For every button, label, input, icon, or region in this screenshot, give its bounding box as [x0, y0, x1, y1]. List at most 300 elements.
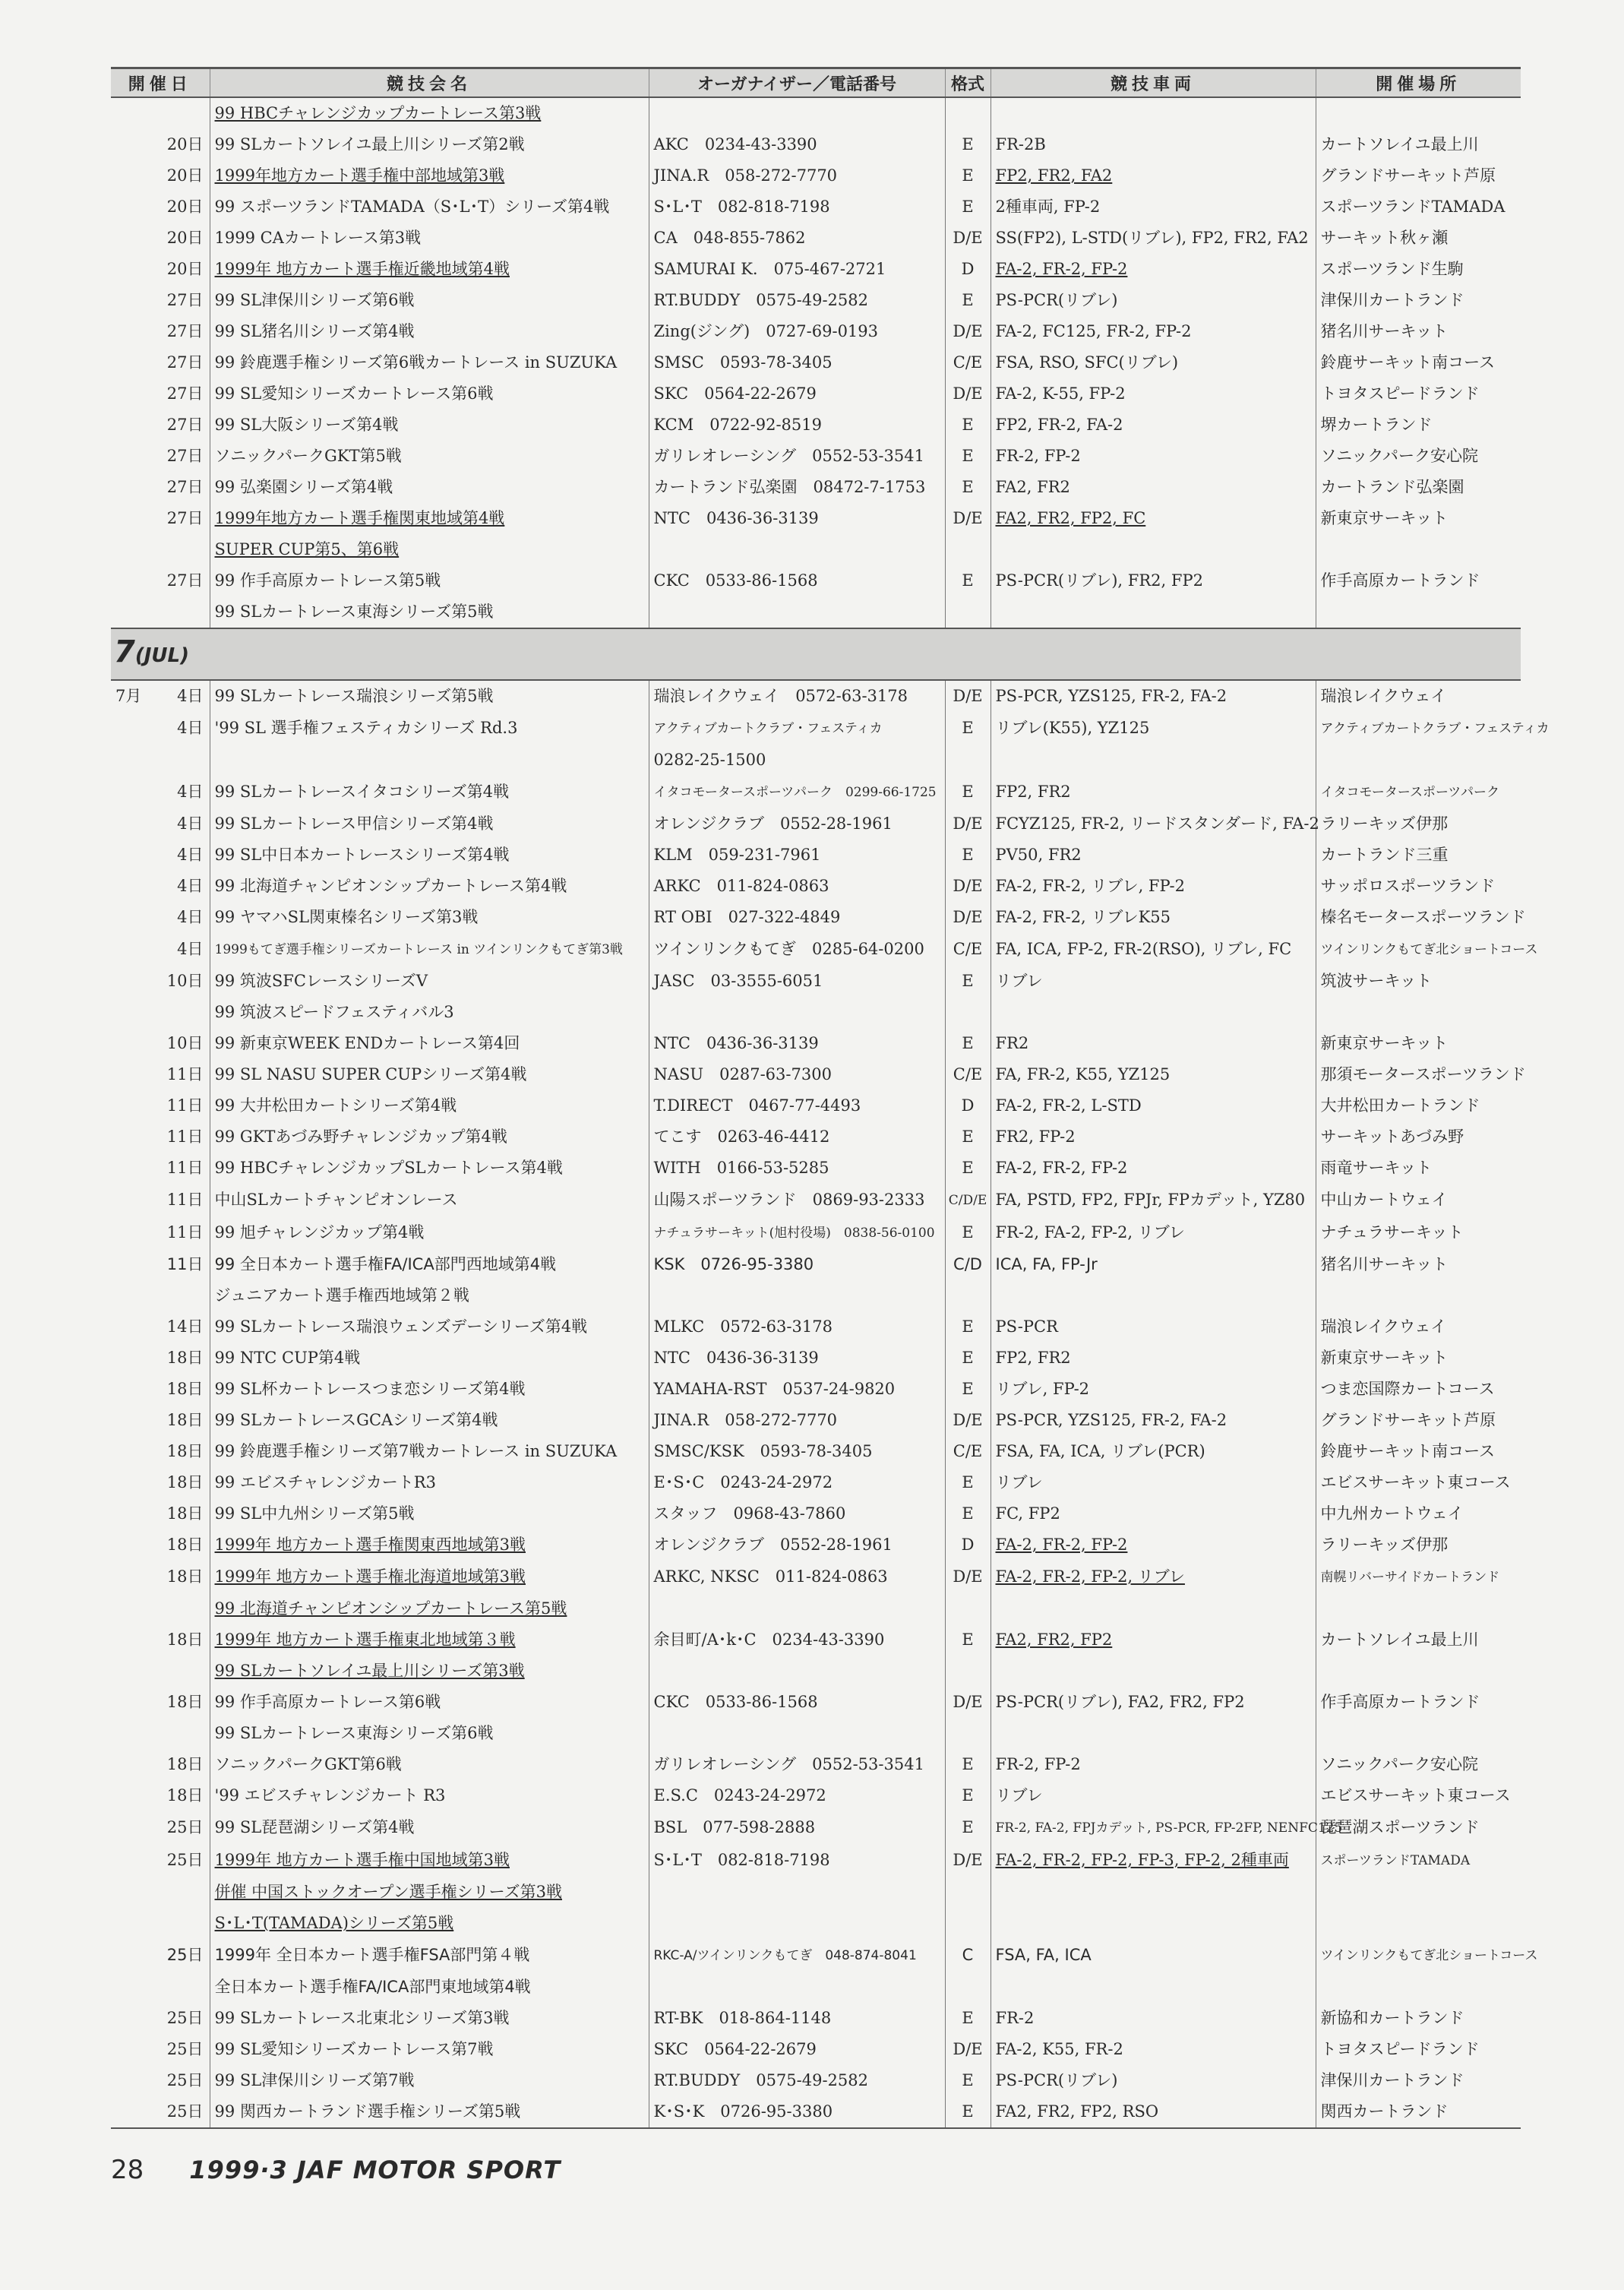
event-cell: [210, 378, 649, 410]
venue-text: カートランド弘楽園: [1320, 478, 1464, 496]
format-text: E: [962, 783, 974, 801]
format-cell: [945, 1656, 991, 1687]
venue-cell: [1316, 223, 1521, 254]
date-cell: [111, 1561, 210, 1593]
format-cell: [945, 1467, 991, 1498]
venue-text: 猪名川サーキット: [1320, 1255, 1449, 1273]
venue-text: 榛名モータースポーツランド: [1320, 908, 1526, 926]
cars-cell: [991, 680, 1316, 712]
venue-text: イタコモータースポーツパーク: [1320, 785, 1499, 800]
event-text: 99 SLカートレース瑞浪シリーズ第5戦: [214, 687, 494, 705]
event-cell: [210, 1529, 649, 1561]
venue-cell: [1316, 1311, 1521, 1343]
date-cell: [111, 410, 210, 441]
date-cell: [111, 840, 210, 871]
cars-cell: [991, 1405, 1316, 1436]
date-cell: [111, 565, 210, 596]
date-text: 27日: [166, 353, 204, 372]
event-cell: [210, 1908, 649, 1939]
event-text: 99 作手高原カートレース第5戦: [214, 571, 441, 590]
event-cell: [210, 191, 649, 223]
table-row: [111, 680, 1521, 712]
date-cell: [111, 1153, 210, 1184]
date-cell: [111, 1028, 210, 1059]
venue-cell: [1316, 871, 1521, 902]
format-cell: [945, 191, 991, 223]
venue-text: カートランド三重: [1320, 846, 1449, 864]
table-row: [111, 933, 1521, 966]
cars-cell: [991, 745, 1316, 776]
cars-text: リブレ: [995, 972, 1043, 990]
venue-text: ナチュラサーキット: [1320, 1223, 1464, 1241]
cars-cell: [991, 129, 1316, 160]
event-cell: [210, 534, 649, 565]
cars-cell: [991, 285, 1316, 316]
format-cell: [945, 2096, 991, 2128]
cars-text: SS(FP2), L-STD(リブレ), FP2, FR2, FA2: [995, 229, 1309, 247]
date-cell: [111, 534, 210, 565]
cars-cell: [991, 997, 1316, 1028]
event-cell: [210, 2065, 649, 2096]
header-cars: 競技車両: [991, 68, 1316, 98]
venue-cell: [1316, 378, 1521, 410]
venue-cell: [1316, 1593, 1521, 1624]
cars-text: FR-2B: [995, 135, 1046, 153]
organizer-text: SAMURAI K. 075-467-2721: [653, 260, 886, 278]
table-row: [111, 840, 1521, 871]
table-row: [111, 871, 1521, 902]
event-text: 99 SL津保川シリーズ第6戦: [214, 291, 415, 309]
event-cell: [210, 871, 649, 902]
date-text: 20日: [166, 229, 204, 247]
event-cell: [210, 1561, 649, 1593]
date-cell: [111, 997, 210, 1028]
event-text: 中山SLカートチャンピオンレース: [214, 1191, 458, 1209]
table-row: [111, 1216, 1521, 1249]
format-text: C/D: [953, 1255, 982, 1273]
venue-cell: [1316, 1090, 1521, 1121]
table-row: [111, 1718, 1521, 1749]
organizer-cell: [649, 1780, 945, 1811]
format-text: E: [962, 1755, 974, 1773]
cars-text: FA-2, FR-2, リブレ, FP-2: [995, 877, 1185, 895]
format-text: E: [962, 1786, 974, 1804]
event-text: 1999年 全日本カート選手権FSA部門第４戦: [214, 1946, 530, 1964]
cars-cell: [991, 1687, 1316, 1718]
organizer-cell: [649, 1090, 945, 1121]
organizer-cell: [649, 1656, 945, 1687]
organizer-text: ガリレオレーシング 0552-53-3541: [653, 1755, 924, 1773]
table-row: [111, 1498, 1521, 1529]
venue-cell: [1316, 745, 1521, 776]
organizer-cell: [649, 285, 945, 316]
cars-text: FA-2, K-55, FP-2: [995, 384, 1126, 403]
event-cell: [210, 316, 649, 347]
date-cell: [111, 160, 210, 191]
event-text: 99 SLカートソレイユ最上川シリーズ第3戦: [214, 1662, 525, 1680]
table-row: [111, 596, 1521, 628]
date-cell: [111, 966, 210, 997]
venue-text: ソニックパーク安心院: [1320, 1755, 1478, 1773]
cars-text: FA-2, FR-2, FP-2: [995, 1159, 1128, 1177]
date-text: 14日: [166, 1317, 204, 1336]
date-text: 4日: [177, 814, 204, 833]
venue-text: ラリーキッズ伊那: [1320, 814, 1449, 833]
date-cell: [111, 680, 210, 712]
organizer-cell: [649, 1374, 945, 1405]
venue-text: スポーツランドTAMADA: [1320, 1853, 1471, 1868]
organizer-cell: [649, 441, 945, 472]
venue-cell: [1316, 410, 1521, 441]
format-text: E: [962, 1159, 974, 1177]
date-cell: [111, 1749, 210, 1780]
organizer-text: AKC 0234-43-3390: [653, 135, 817, 153]
date-cell: [111, 1216, 210, 1249]
event-text: 99 SL大阪シリーズ第4戦: [214, 416, 399, 434]
cars-text: PS-PCR, YZS125, FR-2, FA-2: [995, 687, 1227, 705]
event-text: 99 SLカートレース東海シリーズ第5戦: [214, 603, 494, 621]
format-text: E: [962, 846, 974, 864]
event-text: 1999年 地方カート選手権近畿地域第4戦: [214, 260, 510, 278]
date-cell: [111, 1593, 210, 1624]
date-text: 18日: [166, 1786, 204, 1804]
organizer-text: RT OBI 027-322-4849: [653, 908, 841, 926]
format-text: C/E: [953, 1442, 983, 1460]
event-cell: [210, 997, 649, 1028]
cars-cell: [991, 1844, 1316, 1877]
month-abbrev: (JUL): [134, 644, 189, 667]
organizer-text: ARKC 011-824-0863: [653, 877, 829, 895]
table-row: [111, 285, 1521, 316]
organizer-cell: [649, 97, 945, 129]
cars-cell: [991, 1467, 1316, 1498]
cars-text: FC, FP2: [995, 1504, 1060, 1523]
date-text: 18日: [166, 1473, 204, 1491]
cars-cell: [991, 534, 1316, 565]
cars-cell: [991, 2096, 1316, 2128]
venue-cell: [1316, 2096, 1521, 2128]
cars-text: FA-2, FR-2, FP-2: [995, 260, 1128, 278]
organizer-text: ARKC, NKSC 011-824-0863: [653, 1567, 888, 1586]
event-text: 99 鈴鹿選手権シリーズ第6戦カートレース in SUZUKA: [214, 353, 618, 372]
event-cell: [210, 1028, 649, 1059]
cars-cell: [991, 1121, 1316, 1153]
date-cell: [111, 1343, 210, 1374]
event-text: 99 弘楽園シリーズ第4戦: [214, 478, 393, 496]
table-row: [111, 1939, 1521, 1972]
date-text: 4日: [177, 719, 204, 737]
event-cell: [210, 745, 649, 776]
date-cell: [111, 316, 210, 347]
event-cell: [210, 441, 649, 472]
organizer-text: BSL 077-598-2888: [653, 1818, 816, 1836]
organizer-text: WITH 0166-53-5285: [653, 1159, 829, 1177]
venue-text: 中山カートウェイ: [1320, 1191, 1448, 1209]
organizer-text: SKC 0564-22-2679: [653, 2040, 817, 2058]
venue-text: サッポロスポーツランド: [1320, 877, 1496, 895]
format-cell: [945, 1844, 991, 1877]
event-cell: [210, 254, 649, 285]
venue-cell: [1316, 1184, 1521, 1216]
cars-text: FA, PSTD, FP2, FPJr, FPカデット, YZ80: [995, 1191, 1306, 1209]
format-cell: [945, 840, 991, 871]
event-cell: [210, 1593, 649, 1624]
cars-text: リブレ(K55), YZ125: [995, 719, 1150, 737]
event-text: S･L･T(TAMADA)シリーズ第5戦: [214, 1914, 454, 1932]
organizer-cell: [649, 565, 945, 596]
organizer-cell: [649, 223, 945, 254]
cars-cell: [991, 933, 1316, 966]
format-text: E: [962, 1317, 974, 1336]
organizer-text: スタッフ 0968-43-7860: [653, 1504, 846, 1523]
event-text: 99 筑波SFCレースシリーズV: [214, 972, 428, 990]
date-cell: [111, 871, 210, 902]
organizer-text: NTC 0436-36-3139: [653, 1034, 819, 1052]
date-cell: [111, 1780, 210, 1811]
date-cell: [111, 1529, 210, 1561]
cars-cell: [991, 441, 1316, 472]
organizer-cell: [649, 840, 945, 871]
cars-cell: [991, 1028, 1316, 1059]
cars-text: FA, FR-2, K55, YZ125: [995, 1065, 1171, 1083]
venue-cell: [1316, 1436, 1521, 1467]
event-cell: [210, 410, 649, 441]
venue-cell: [1316, 933, 1538, 966]
date-cell: [111, 503, 210, 534]
cars-cell: [991, 1624, 1316, 1656]
table-header-row: [111, 68, 1521, 98]
event-text: 99 SL津保川シリーズ第7戦: [214, 2071, 415, 2089]
event-text: 99 関西カートランド選手権シリーズ第5戦: [214, 2102, 521, 2121]
venue-text: トヨタスピードランド: [1320, 2040, 1480, 2058]
organizer-cell: [649, 534, 945, 565]
venue-cell: [1316, 316, 1521, 347]
organizer-text: Zing(ジング) 0727-69-0193: [653, 322, 879, 340]
format-text: E: [962, 2071, 974, 2089]
table-row: [111, 808, 1521, 840]
format-cell: [945, 1059, 991, 1090]
cars-cell: [991, 160, 1316, 191]
event-text: 1999年 地方カート選手権中国地域第3戦: [214, 1851, 510, 1869]
venue-text: トヨタスピードランド: [1320, 384, 1480, 403]
date-cell: [111, 776, 210, 808]
venue-cell: [1316, 1529, 1521, 1561]
event-cell: [210, 808, 649, 840]
cars-cell: [991, 378, 1316, 410]
date-cell: [111, 472, 210, 503]
organizer-cell: [649, 160, 945, 191]
venue-cell: [1316, 1374, 1521, 1405]
cars-cell: [991, 902, 1316, 933]
format-cell: [945, 1498, 991, 1529]
event-cell: [210, 933, 649, 966]
format-cell: [945, 2034, 991, 2065]
event-cell: [210, 1939, 649, 1972]
cars-cell: [991, 776, 1316, 808]
event-cell: [210, 1405, 649, 1436]
organizer-text: RKC-A/ツインリンクもてぎ 048-874-8041: [653, 1948, 917, 1963]
format-text: E: [962, 2009, 974, 2027]
event-text: 99 SLカートレース東海シリーズ第6戦: [214, 1724, 494, 1742]
organizer-cell: [649, 1059, 945, 1090]
organizer-cell: [649, 1593, 945, 1624]
date-text: 27日: [166, 322, 204, 340]
cars-cell: [991, 1498, 1316, 1529]
event-cell: [210, 503, 649, 534]
format-text: D: [961, 1096, 975, 1115]
date-cell: [111, 2065, 210, 2096]
organizer-text: JINA.R 058-272-7770: [653, 166, 838, 185]
event-cell: [210, 1343, 649, 1374]
venue-cell: [1316, 966, 1521, 997]
cars-cell: [991, 2065, 1316, 2096]
format-cell: [945, 1121, 991, 1153]
organizer-text: ナチュラサーキット(旭村役場) 0838-56-0100: [653, 1226, 935, 1241]
header-organizer: オーガナイザー／電話番号: [649, 68, 945, 98]
organizer-cell: [649, 1687, 945, 1718]
cars-cell: [991, 1939, 1316, 1972]
cars-cell: [991, 223, 1316, 254]
event-text: 99 GKTあづみ野チャレンジカップ第4戦: [214, 1128, 507, 1146]
venue-cell: [1316, 1121, 1521, 1153]
cars-text: FA-2, FR-2, L-STD: [995, 1096, 1142, 1115]
format-cell: [945, 1780, 991, 1811]
cars-cell: [991, 966, 1316, 997]
format-text: E: [962, 1223, 974, 1241]
event-cell: [210, 1687, 649, 1718]
cars-text: PV50, FR2: [995, 846, 1082, 864]
table-row: [111, 410, 1521, 441]
organizer-text: アクティブカートクラブ・フェスティカ: [653, 721, 883, 736]
date-cell: [111, 1249, 210, 1280]
cars-text: リブレ: [995, 1786, 1043, 1804]
cars-cell: [991, 1749, 1316, 1780]
format-cell: [945, 1908, 991, 1939]
format-cell: [945, 534, 991, 565]
date-text: 4日: [177, 783, 204, 801]
date-cell: [111, 347, 210, 378]
organizer-cell: [649, 1529, 945, 1561]
venue-text: ツインリンクもてぎ北ショートコース: [1320, 1948, 1538, 1963]
cars-cell: [991, 1908, 1316, 1939]
venue-cell: [1316, 472, 1521, 503]
date-text: 27日: [166, 509, 204, 527]
table-row: [111, 902, 1521, 933]
organizer-cell: [649, 378, 945, 410]
date-text: 20日: [166, 166, 204, 185]
organizer-cell: [649, 2003, 945, 2034]
format-text: D/E: [953, 2040, 983, 2058]
date-text: 20日: [166, 198, 204, 216]
cars-text: FA-2, FR-2, FP-2, リブレ: [995, 1567, 1185, 1586]
venue-cell: [1316, 1780, 1521, 1811]
table-row: [111, 1374, 1521, 1405]
table-row: [111, 1343, 1521, 1374]
cars-cell: [991, 1153, 1316, 1184]
cars-cell: [991, 1280, 1316, 1311]
cars-text: リブレ, FP-2: [995, 1380, 1090, 1398]
organizer-cell: [649, 1972, 945, 2003]
organizer-text: NTC 0436-36-3139: [653, 509, 819, 527]
organizer-cell: [649, 1844, 945, 1877]
format-cell: [945, 1028, 991, 1059]
cars-text: PS-PCR, YZS125, FR-2, FA-2: [995, 1411, 1227, 1429]
format-cell: [945, 745, 991, 776]
event-text: 99 スポーツランドTAMADA（S･L･T）シリーズ第4戦: [214, 198, 610, 216]
organizer-text: オレンジクラブ 0552-28-1961: [653, 1536, 893, 1554]
date-text: 27日: [166, 384, 204, 403]
event-text: 99 NTC CUP第4戦: [214, 1349, 361, 1367]
format-cell: [945, 1749, 991, 1780]
table-row: [111, 534, 1521, 565]
event-cell: [210, 223, 649, 254]
cars-cell: [991, 1311, 1316, 1343]
schedule-page: [111, 67, 1550, 2129]
event-cell: [210, 565, 649, 596]
format-cell: [945, 776, 991, 808]
venue-cell: [1316, 1498, 1521, 1529]
date-cell: [111, 596, 210, 628]
cars-text: FR-2, FP-2: [995, 447, 1081, 465]
date-text: 25日: [166, 1818, 204, 1836]
event-text: 99 SLカートレース甲信シリーズ第4戦: [214, 814, 494, 833]
format-cell: [945, 1090, 991, 1121]
venue-text: エビスサーキット東コース: [1320, 1786, 1511, 1804]
date-cell: [111, 1374, 210, 1405]
header-format: 格式: [945, 68, 991, 98]
venue-cell: [1316, 596, 1521, 628]
event-text: 99 SL琵琶湖シリーズ第4戦: [214, 1818, 415, 1836]
date-cell: [111, 1467, 210, 1498]
july-rows: [111, 680, 1550, 2128]
table-row: [111, 1529, 1521, 1561]
cars-text: PS-PCR(リブレ): [995, 291, 1118, 309]
venue-cell: [1316, 2065, 1521, 2096]
date-text: 11日: [166, 1096, 204, 1115]
cars-cell: [991, 1216, 1316, 1249]
format-text: E: [962, 1504, 974, 1523]
event-text: 1999年 地方カート選手権北海道地域第3戦: [214, 1567, 526, 1586]
organizer-cell: [649, 1436, 945, 1467]
cars-cell: [991, 1436, 1316, 1467]
venue-cell: [1316, 1908, 1521, 1939]
format-text: E: [962, 166, 974, 185]
cars-text: FA, ICA, FP-2, FR-2(RSO), リブレ, FC: [995, 940, 1292, 958]
format-text: C/D/E: [948, 1193, 987, 1208]
format-text: C/E: [953, 353, 983, 372]
event-text: 99 HBCチャレンジカップカートレース第3戦: [214, 104, 542, 122]
event-text: 99 SLカートレースGCAシリーズ第4戦: [214, 1411, 498, 1429]
organizer-cell: [649, 680, 945, 712]
date-text: 18日: [166, 1504, 204, 1523]
table-row: [111, 378, 1521, 410]
format-text: C/E: [953, 940, 983, 958]
organizer-cell: [649, 1624, 945, 1656]
venue-cell: [1316, 808, 1521, 840]
format-cell: [945, 472, 991, 503]
table-row: [111, 160, 1521, 191]
event-text: 99 SL中九州シリーズ第5戦: [214, 1504, 415, 1523]
cars-text: FR-2, FP-2: [995, 1755, 1081, 1773]
date-text: 11日: [166, 1255, 204, 1273]
venue-cell: [1316, 776, 1521, 808]
organizer-text: K･S･K 0726-95-3380: [653, 2102, 833, 2121]
event-cell: [210, 1249, 649, 1280]
event-text: 99 SL杯カートレースつま恋シリーズ第4戦: [214, 1380, 526, 1398]
venue-text: ツインリンクもてぎ北ショートコース: [1320, 942, 1538, 957]
event-cell: [210, 347, 649, 378]
date-cell: [111, 1059, 210, 1090]
